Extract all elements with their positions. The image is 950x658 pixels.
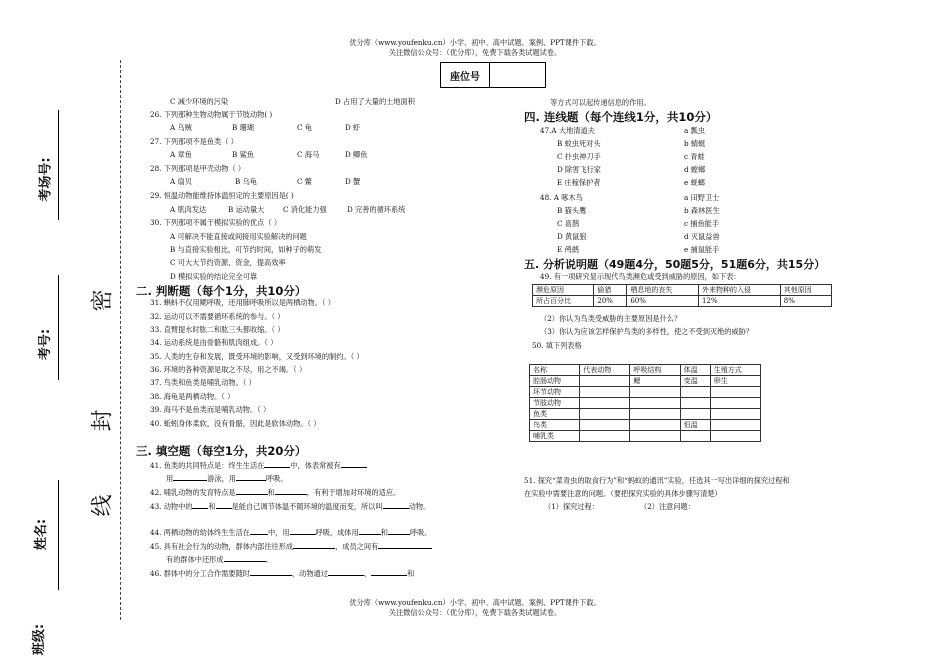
table-cell[interactable] bbox=[630, 431, 680, 442]
q28-question: 28. 下列那项是甲壳动物（ ） bbox=[150, 164, 246, 173]
seat-number-box bbox=[440, 62, 546, 88]
q30-option: B 与直接实验相比，可节约时间，如种子的萌发 bbox=[170, 245, 322, 254]
table-cell: 鳃 bbox=[630, 376, 680, 387]
table-cell: 20% bbox=[594, 296, 627, 307]
q28-option: D 蟹 bbox=[345, 177, 361, 186]
table-cell[interactable] bbox=[580, 387, 630, 398]
exam-room-label: 考场号: bbox=[38, 157, 54, 202]
table-row bbox=[530, 431, 761, 442]
q27-option: D 鲫鱼 bbox=[345, 150, 368, 159]
exam-no-line bbox=[58, 275, 59, 380]
table-cell[interactable] bbox=[630, 398, 680, 409]
judge-item: 39. 海马不是鱼类而是哺乳动物。（ ） bbox=[150, 405, 271, 414]
q30-option: D 模拟实验的结论完全可靠 bbox=[170, 272, 258, 281]
exam-room-line bbox=[58, 110, 59, 220]
blank[interactable] bbox=[275, 487, 307, 495]
q48-right-item: b 森林医生 bbox=[684, 206, 720, 215]
q26-option: C 龟 bbox=[297, 123, 312, 132]
blank[interactable] bbox=[250, 527, 268, 535]
judge-item: 36. 环境的各种资源是取之不尽，用之不竭。（ ） bbox=[150, 365, 307, 374]
table-row bbox=[530, 387, 761, 398]
table-cell: 节肢动物 bbox=[530, 398, 580, 409]
q26-question: 26. 下列那种生物动物属于节肢动物( ) bbox=[150, 110, 273, 119]
table-cell[interactable] bbox=[630, 387, 680, 398]
table-cell: 恒温 bbox=[680, 420, 710, 431]
q42: 42. 哺乳动物的发育特点是 和 ，有利于增加对环境的适应。 bbox=[150, 488, 401, 497]
seat-number-label: 座位号 bbox=[441, 63, 490, 87]
table-cell: 鱼类 bbox=[530, 409, 580, 420]
table-cell: 环节动物 bbox=[530, 387, 580, 398]
q29-option: A 肌肉发达 bbox=[170, 205, 207, 214]
table-cell[interactable] bbox=[580, 398, 630, 409]
q51-question-line2: 在实验中需要注意的问题。（要把探究实验的具体步骤写清楚） bbox=[524, 489, 722, 498]
q43: 43. 动物中的 和 是能自己调节体温不随环境的温度而变，所以叫 动物。 bbox=[150, 502, 431, 511]
blank[interactable] bbox=[388, 527, 410, 535]
q30-option: A 可解决不能直接或间接用实验解决的问题 bbox=[170, 232, 307, 241]
q29-option: D 完善的循环系统 bbox=[347, 205, 406, 214]
judge-item: 34. 运动系统是由骨骼和肌肉组成。（ ） bbox=[150, 338, 278, 347]
blank[interactable] bbox=[359, 527, 381, 535]
q28-option: C 鳖 bbox=[297, 177, 312, 186]
table-cell: 其他原因 bbox=[780, 285, 831, 296]
judge-item: 38. 海龟是两栖动物。（ ） bbox=[150, 392, 235, 401]
section-5-heading: 五. 分析说明题（49题4分，50题5分，51题6分，共15分） bbox=[524, 258, 826, 271]
table-cell: 变温 bbox=[680, 376, 710, 387]
blank[interactable] bbox=[328, 568, 364, 576]
table-row bbox=[530, 365, 761, 376]
q48-left-item: E 鸬鹚 bbox=[557, 245, 579, 254]
q47-right-item: e 蜣螂 bbox=[684, 178, 705, 187]
q48-right-item: d 灭鼠益兽 bbox=[684, 232, 720, 241]
q41-line1: 41. 鱼类的共同特点是：终生生活在 中，体表常被有 bbox=[150, 460, 367, 470]
q29-option: C 消化能力强 bbox=[283, 205, 327, 214]
q27-option: B 鲨鱼 bbox=[232, 150, 254, 159]
q48-left-item: D 黄鼠狼 bbox=[557, 232, 587, 241]
seal-mark-mi: 密 bbox=[90, 289, 116, 312]
judge-item: 40. 蚯蚓身体柔软，没有骨骼，因此是软体动物。（ ） bbox=[150, 419, 321, 428]
table-cell[interactable] bbox=[710, 398, 760, 409]
q25-option-d: D 占用了大量的土地面积 bbox=[335, 97, 415, 106]
table-cell: 体温 bbox=[680, 365, 710, 376]
q28-option: A 扇贝 bbox=[170, 177, 192, 186]
q47-right-item: b 蜻蜓 bbox=[684, 139, 706, 148]
blank[interactable] bbox=[371, 568, 407, 576]
blank[interactable] bbox=[224, 554, 266, 562]
section-3-heading: 三. 填空题（每空1分，共20分） bbox=[136, 444, 307, 458]
judge-item: 32. 运动可以不需要循环系统的参与。（ ） bbox=[150, 312, 285, 321]
table-cell[interactable] bbox=[630, 420, 680, 431]
table-cell: 偷猎 bbox=[594, 285, 627, 296]
q48-right-item: e 捕鼠能手 bbox=[684, 245, 720, 254]
q49-question: 49. 有一项研究显示现代鸟类濒危或受到威胁的原因，如下表： bbox=[540, 272, 741, 281]
table-cell[interactable] bbox=[680, 431, 710, 442]
blank[interactable] bbox=[236, 473, 266, 481]
table-cell[interactable] bbox=[710, 431, 760, 442]
q28-option: B 乌龟 bbox=[235, 177, 257, 186]
blank[interactable] bbox=[378, 541, 432, 549]
blank[interactable] bbox=[192, 501, 208, 509]
q48-right-item: a 田野卫士 bbox=[684, 193, 720, 202]
q26-option: D 虾 bbox=[345, 123, 361, 132]
q48-left-item: 48. A 啄木鸟 bbox=[540, 193, 583, 202]
q51-part1: （1）探究过程： bbox=[544, 502, 599, 511]
blank[interactable] bbox=[293, 541, 335, 549]
table-cell[interactable] bbox=[710, 409, 760, 420]
blank[interactable] bbox=[341, 460, 367, 468]
table-cell: 名称 bbox=[530, 365, 580, 376]
blank[interactable] bbox=[216, 501, 232, 509]
name-line bbox=[58, 480, 59, 590]
q30-option: C 可大大节约资源，资金，提高效率 bbox=[170, 258, 286, 267]
q47-left-item: C 扑虫神刀手 bbox=[557, 152, 601, 161]
q49-table bbox=[532, 284, 832, 307]
q46: 46. 群体中的分工合作需要随时 ，动物通过 、 和 bbox=[150, 569, 415, 578]
section-2-heading: 二. 判断题（每个1分，共10分） bbox=[136, 284, 307, 298]
table-cell: 所占百分比 bbox=[533, 296, 594, 307]
table-row bbox=[530, 420, 761, 431]
judge-item: 33. 直臂提水时肱二和肱三头都收缩。（ ） bbox=[150, 325, 285, 334]
q47-left-item: B 蚊虫死对头 bbox=[557, 139, 601, 148]
seal-mark-feng: 封 bbox=[90, 409, 116, 432]
name-label: 姓名: bbox=[34, 518, 50, 551]
table-cell: 鸟类 bbox=[530, 420, 580, 431]
q44: 44. 两栖动物的幼体终生生活在 中，用 呼吸，成体用 和 呼吸。 bbox=[150, 528, 432, 537]
q45-line2: 有的群体中还形成 。 bbox=[166, 555, 273, 564]
q49-sub2: （2）你认为鸟类受威胁的主要原因是什么？ bbox=[540, 314, 682, 323]
seal-mark-xian: 线 bbox=[90, 494, 116, 517]
header-line-2: 关注微信公众号：（优分库），免费下载各类试题试卷。 bbox=[388, 48, 562, 57]
q27-option: C 海马 bbox=[297, 150, 320, 159]
q48-right-item: c 捕鱼能手 bbox=[684, 219, 720, 228]
section-4-heading: 四. 连线题（每个连线1分，共10分） bbox=[524, 110, 718, 124]
table-cell: 哺乳类 bbox=[530, 431, 580, 442]
q48-left-item: C 喜鹊 bbox=[557, 219, 580, 228]
table-cell[interactable] bbox=[680, 387, 710, 398]
page-header bbox=[330, 38, 620, 58]
table-cell: 腔肠动物 bbox=[530, 376, 580, 387]
q47-left-item: 47.A 大地清道夫 bbox=[540, 126, 595, 135]
table-cell: 外来物种的入侵 bbox=[698, 285, 780, 296]
table-row bbox=[530, 409, 761, 420]
q29-question: 29. 恒温动物能维持体温恒定的主要原因是( ) bbox=[150, 191, 294, 200]
q47-left-item: D 除害飞行家 bbox=[557, 165, 601, 174]
seat-number-blank[interactable] bbox=[490, 63, 545, 87]
q26-option: B 珊瑚 bbox=[232, 123, 254, 132]
table-cell: 卵生 bbox=[710, 376, 760, 387]
judge-item: 35. 人类的生存和发展，既受环境的影响，又受到环境的制约。（ ） bbox=[150, 352, 364, 361]
q30-question: 30. 下列那项不属于模拟实验的优点（ ） bbox=[150, 218, 282, 227]
blank[interactable] bbox=[383, 501, 409, 509]
blank[interactable] bbox=[236, 487, 268, 495]
q51-question-line1: 51. 探究“菜青虫的取食行为”和“蚂蚁的通讯”实验，任选其一写出详细的探究过程和 bbox=[524, 476, 790, 485]
q29-option: B 运动量大 bbox=[228, 205, 265, 214]
table-cell[interactable] bbox=[710, 387, 760, 398]
table-cell[interactable] bbox=[580, 420, 630, 431]
page-footer bbox=[330, 598, 620, 618]
table-cell: 濒危原因 bbox=[533, 285, 594, 296]
table-row bbox=[533, 296, 832, 307]
q49-sub3: （3）你认为应该怎样保护鸟类的多样性，使之不受到灭绝的威胁？ bbox=[540, 327, 754, 336]
table-cell[interactable] bbox=[630, 409, 680, 420]
class-label: 班级: bbox=[32, 623, 48, 656]
q50-question: 50. 填下列表格 bbox=[532, 341, 582, 350]
table-cell[interactable] bbox=[710, 420, 760, 431]
judge-item: 31. 蝌蚪不仅用鳃呼吸，还用肺呼吸所以是两栖动物。（ ） bbox=[150, 298, 335, 307]
table-cell: 代表动物 bbox=[580, 365, 630, 376]
table-cell: 栖息地的丧失 bbox=[627, 285, 699, 296]
q25-option-c: C 减少环境的污染 bbox=[170, 97, 229, 106]
table-cell[interactable] bbox=[580, 431, 630, 442]
q27-question: 27. 下列那项不是鱼类（ ） bbox=[150, 137, 238, 146]
exam-no-label: 考号: bbox=[38, 328, 54, 361]
q26-option: A 乌贼 bbox=[170, 123, 192, 132]
table-cell: 12% bbox=[698, 296, 780, 307]
table-cell: 60% bbox=[627, 296, 699, 307]
header-line-1: 优分库（www.youfenku.cn）小学、初中、高中试题、案例、PPT课件下载。 bbox=[349, 38, 601, 47]
q47-right-item: a 瓢虫 bbox=[684, 126, 705, 135]
table-cell: 生殖方式 bbox=[710, 365, 760, 376]
q47-right-item: d 螳螂 bbox=[684, 165, 706, 174]
q48-left-item: B 猫头鹰 bbox=[557, 206, 587, 215]
table-cell[interactable] bbox=[580, 376, 630, 387]
judge-item: 37. 鸟类和鱼类是哺乳动物。（ ） bbox=[150, 378, 256, 387]
q41-line2: 用 游泳，用 呼吸。 bbox=[166, 474, 288, 483]
table-row bbox=[533, 285, 832, 296]
footer-line-2: 关注微信公众号：（优分库），免费下载各类试题试卷。 bbox=[388, 608, 562, 617]
table-row bbox=[530, 398, 761, 409]
table-cell: 呼吸结构 bbox=[630, 365, 680, 376]
table-cell[interactable] bbox=[680, 398, 710, 409]
q45-line1: 45. 具有社会行为的动物，群体内部往往形成 ，成员之间有 bbox=[150, 541, 432, 551]
table-cell[interactable] bbox=[580, 409, 630, 420]
q27-option: A 章鱼 bbox=[170, 150, 192, 159]
blank[interactable] bbox=[173, 473, 207, 481]
binding-margin bbox=[20, 60, 120, 656]
table-cell: 8% bbox=[780, 296, 831, 307]
q47-left-item: E 庄稼保护者 bbox=[557, 178, 601, 187]
q51-part2: （2）注意问题： bbox=[640, 502, 695, 511]
blank[interactable] bbox=[250, 568, 292, 576]
table-row bbox=[530, 376, 761, 387]
footer-line-1: 优分库（www.youfenku.cn）小学、初中、高中试题、案例、PPT课件下载。 bbox=[349, 598, 601, 607]
table-cell[interactable] bbox=[680, 409, 710, 420]
blank[interactable] bbox=[290, 527, 316, 535]
q50-table bbox=[529, 364, 761, 442]
q46-continuation: 等方式可以起传递信息的作用。 bbox=[550, 98, 651, 107]
blank[interactable] bbox=[264, 460, 290, 468]
q47-right-item: c 青蛙 bbox=[684, 152, 705, 161]
